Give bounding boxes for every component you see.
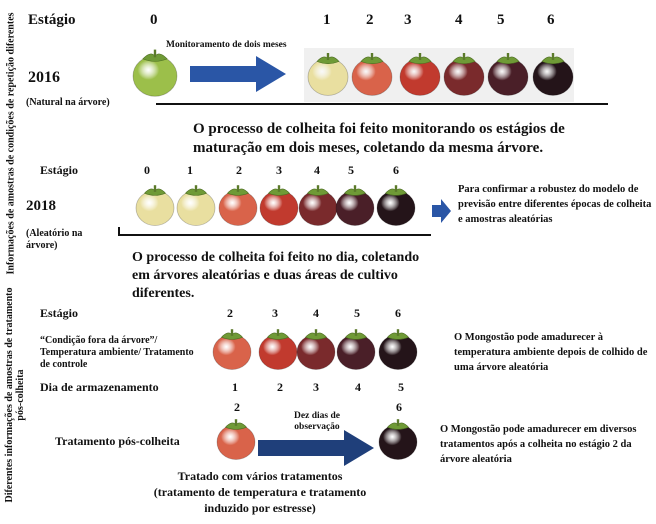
stage-num-2018-2: 2 [236,163,242,177]
treated-text: Tratado com vários tratamentos (tratamento de temperatura e tratamento induzido por estresse) [153,469,367,515]
fruit-postharvest-start [213,413,259,465]
fruit-2016-stage-3 [396,47,444,101]
stage-num-2018-1: 1 [187,163,193,177]
stage-num-storage-3: 3 [272,306,278,320]
fruit-2018-stage-1 [173,179,219,231]
stage-num-2018-5: 5 [348,163,354,177]
stage-header-2016: Estágio [28,12,76,28]
stage-num-storage-2: 2 [227,306,233,320]
observation-label: Dez dias de observação [294,411,340,432]
postharvest-stage-start: 2 [234,400,240,414]
fruit-2016-stage-6 [529,47,577,101]
stage-num-2016-1: 1 [323,12,331,28]
side-label-top: Informações de amostras de condições de repetição diferentes [5,12,17,275]
stage-num-2016-3: 3 [404,12,412,28]
note-2018: O processo de colheita foi feito no dia, coletando em árvores aleatórias e duas áreas de cultivo diferentes. [132,250,420,301]
fruit-2016-stage-2 [348,47,396,101]
postharvest-label: Tratamento pós-colheita [55,434,180,448]
year-2016: 2016 [28,69,60,86]
stage-num-2018-3: 3 [276,163,282,177]
fruit-storage-stage-6 [375,323,421,375]
fruit-postharvest-end [375,413,421,465]
side-note-2018: Para confirmar a robustez do modelo de previsão entre diferentes épocas de colheita e amostras aleatórias [458,184,652,225]
note-2016: O processo de colheita foi feito monitorando os estágios de maturação em dois meses, coletando da mesma árvore. [193,121,565,156]
condition-label: “Condição fora da árvore”/ Temperatura ambiente/ Tratamento de controle [40,335,194,370]
stage-num-2016-6: 6 [547,12,555,28]
fruit-2018-stage-5 [332,179,378,231]
subtitle-2016: (Natural na árvore) [26,97,110,108]
fruit-2018-stage-2 [215,179,261,231]
arrow-2018 [432,199,452,223]
subtitle-2018: (Aleatório na árvore) [26,228,83,251]
fruit-2016-stage-5 [484,47,532,101]
stage-num-storage-6: 6 [395,306,401,320]
fruit-2018-stage-6 [373,179,419,231]
storage-day-4: 4 [355,380,361,394]
stage-num-2016-4: 4 [455,12,463,28]
storage-day-2: 2 [277,380,283,394]
fruit-2016-stage-0 [129,44,181,102]
fruit-2016-stage-1 [304,47,352,101]
stage-num-2016-5: 5 [497,12,505,28]
postharvest-stage-end: 6 [396,400,402,414]
fruit-storage-stage-2 [209,323,255,375]
stage-num-2018-0: 0 [144,163,150,177]
storage-day-label: Dia de armazenamento [40,380,159,394]
stage-header-2018: Estágio [40,163,79,177]
side-label-bottom: Diferentes informações de amostras de tratamento pós-colheita [4,287,26,503]
stage-num-2016-2: 2 [366,12,374,28]
monitoring-arrow [190,56,290,92]
postharvest-note: O Mongostão pode amadurecer em diversos tratamentos após a colheita no estágio 2 da árvore aleatória [440,424,637,465]
bracket-2018 [118,234,431,236]
storage-day-1: 1 [232,380,238,394]
stage-num-2018-6: 6 [393,163,399,177]
fruit-storage-stage-5 [333,323,379,375]
storage-day-3: 3 [313,380,319,394]
storage-note: O Mongostão pode amadurecer à temperatura ambiente depois de colhido de uma árvore aleatória [454,332,648,373]
bracket-2018-left [118,227,120,236]
storage-day-5: 5 [398,380,404,394]
observation-arrow [258,430,378,466]
year-2018: 2018 [26,198,56,214]
bracket-2016 [156,103,608,105]
stage-num-storage-5: 5 [354,306,360,320]
stage-num-2016-0: 0 [150,12,158,28]
stage-num-2018-4: 4 [314,163,320,177]
stage-header-storage: Estágio [40,306,79,320]
stage-num-storage-4: 4 [313,306,319,320]
fruit-2018-stage-0 [132,179,178,231]
fruit-2016-stage-4 [440,47,488,101]
monitoring-label: Monitoramento de dois meses [166,40,287,50]
